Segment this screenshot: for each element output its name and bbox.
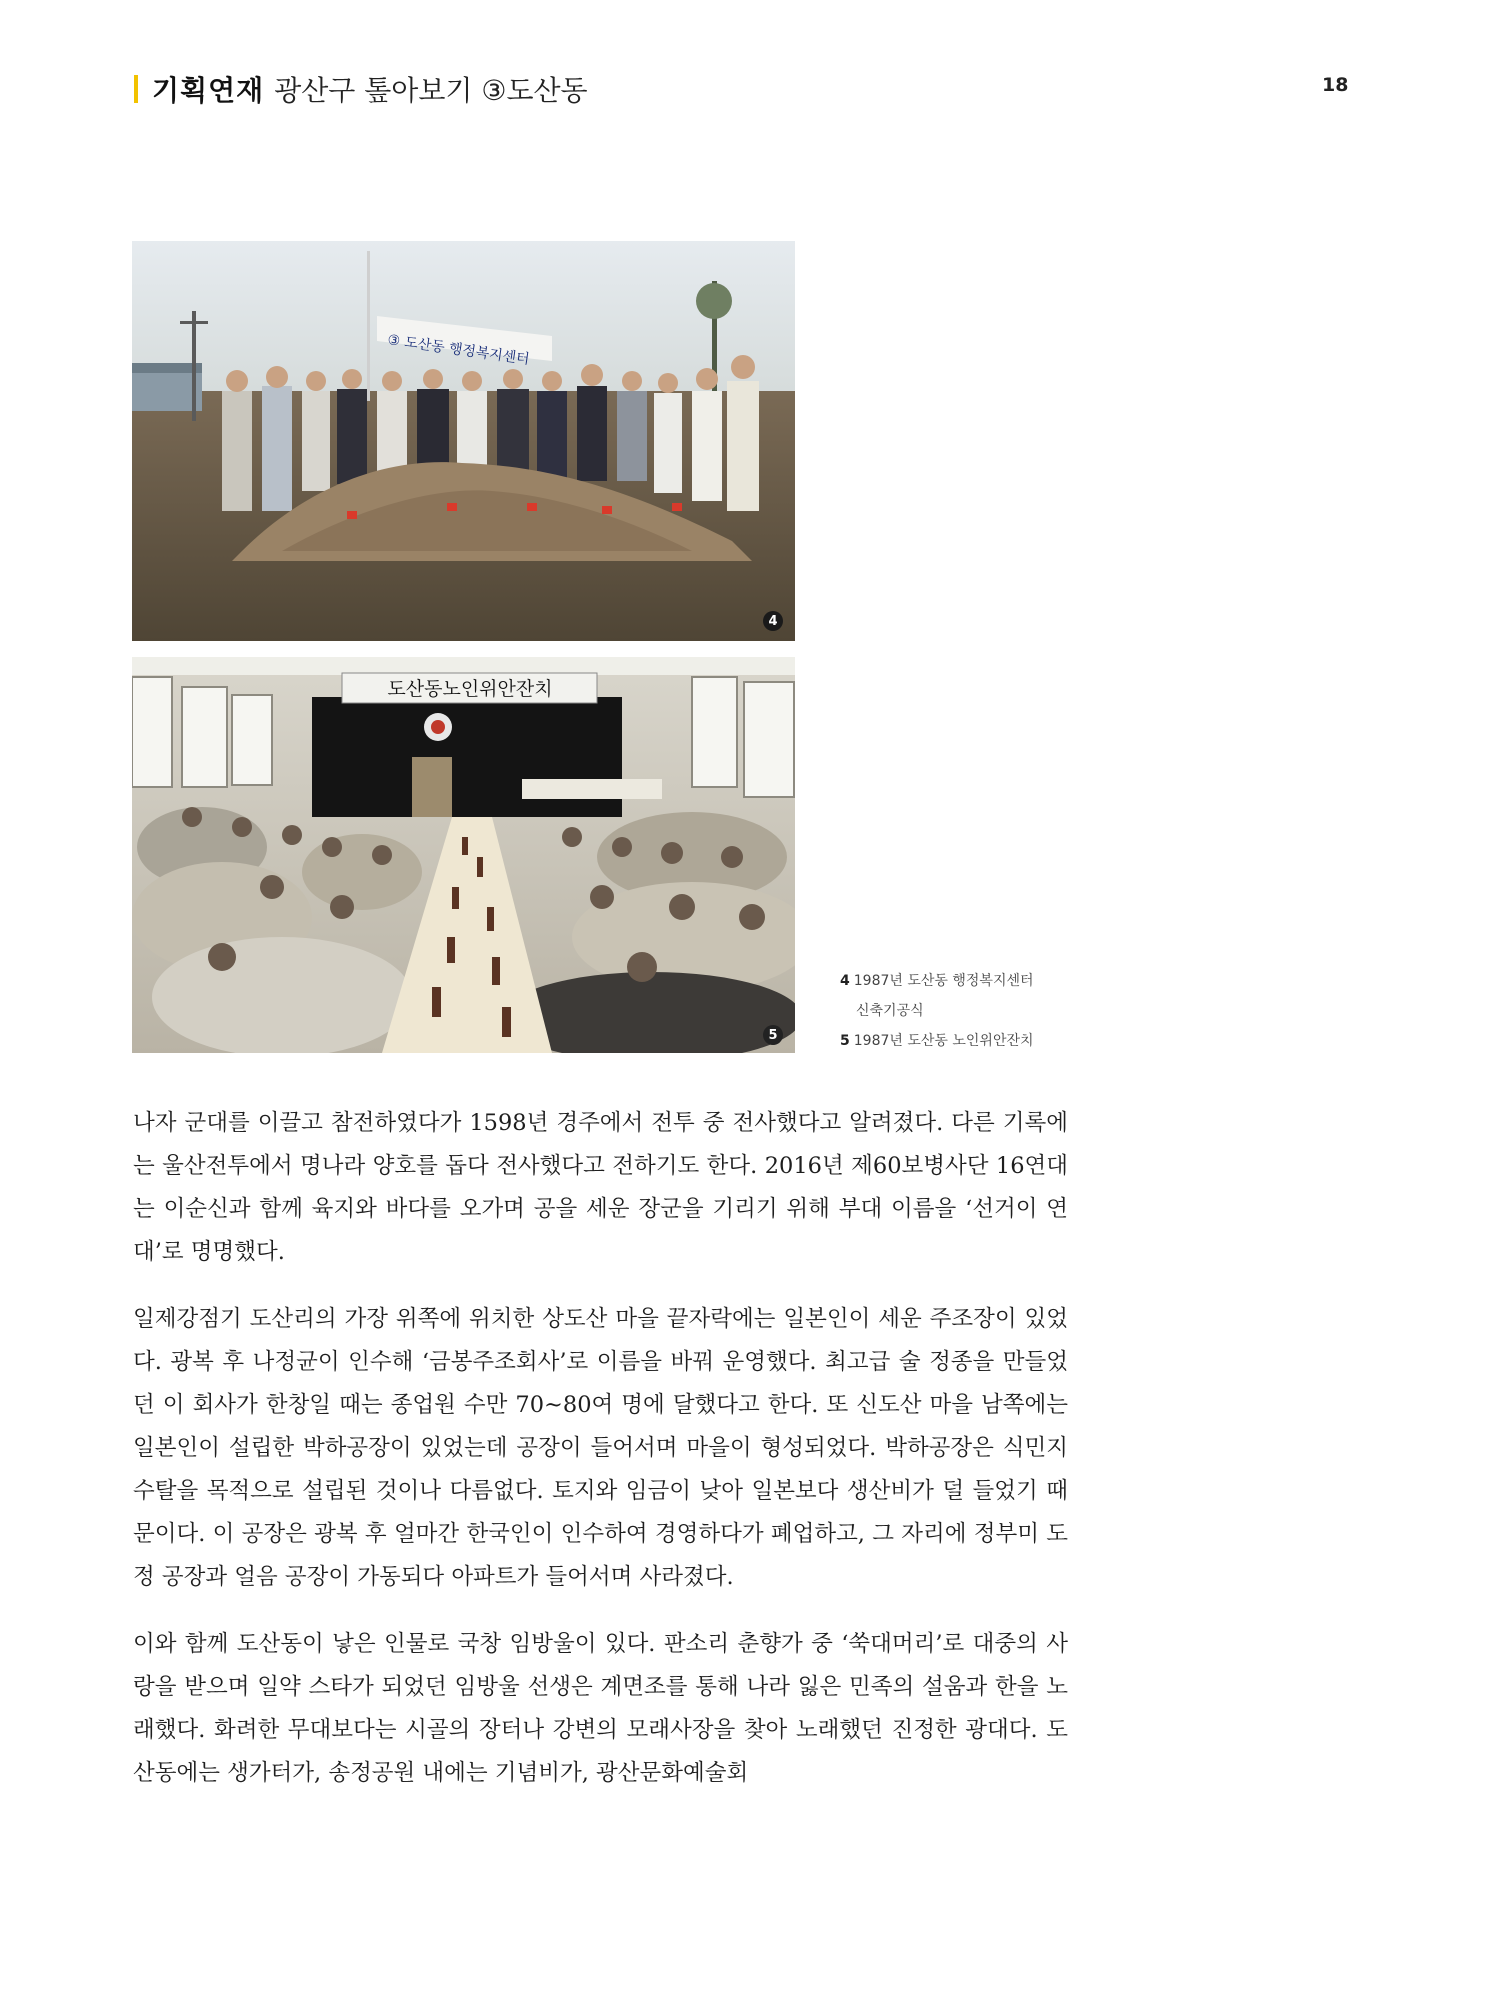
series-label: 기획연재	[152, 74, 265, 107]
header-accent-bar	[134, 75, 138, 103]
caption-4	[840, 966, 1100, 996]
photo-number-badge: 4	[763, 611, 783, 631]
page-header	[134, 70, 588, 108]
body-paragraph-3: 이와 함께 도산동이 낳은 인물로 국창 임방울이 있다. 판소리 춘향가 중 ‘쑥대머리’로 대중의 사랑을 받으며 일약 스타가 되었던 임방울 선생은 계면조를 통해 나라 잃은 민족의 설움과 한을 노래했다. 화려한 무대보다는 시골의 장터나 강변의 모래사장을 찾아 노래했던 진정한 광대다. 도산동에는 생가터가, 송정공원 내에는 기념비가, 광산문화예술회	[133, 1631, 1068, 1786]
stage-banner-text: 도산동노인위안잔치	[387, 678, 553, 700]
caption-number: 5	[840, 1033, 850, 1049]
body-paragraph-2: 일제강점기 도산리의 가장 위쪽에 위치한 상도산 마을 끝자락에는 일본인이 세운 주조장이 있었다. 광복 후 나정균이 인수해 ‘금봉주조회사’로 이름을 바꿔 운영했다. 최고급 술 정종을 만들었던 이 회사가 한창일 때는 종업원 수만 70~80여 명에 달했다고 한다. 또 신도산 마을 남쪽에는 일본인이 설립한 박하공장이 있었는데 공장이 들어서며 마을이 형성되었다. 박하공장은 식민지 수탈을 목적으로 설립된 것이나 다름없다. 토지와 임금이 낮아 일본보다 생산비가 덜 들었기 때문이다. 이 공장은 광복 후 얼마간 한국인이 인수하여 경영하다가 폐업하고, 그 자리에 정부미 도정 공장과 얼음 공장이 가동되다 아파트가 들어서며 사라졌다.	[133, 1306, 1068, 1590]
page-number: 18	[1322, 74, 1349, 96]
caption-text: 1987년 도산동 노인위안잔치	[853, 1033, 1034, 1049]
caption-5	[840, 1026, 1100, 1056]
caption-number: 4	[840, 973, 850, 989]
article-body	[133, 1102, 1068, 1819]
article-title: 광산구 톺아보기 ③도산동	[274, 74, 588, 107]
caption-text: 1987년 도산동 행정복지센터	[853, 973, 1034, 989]
photo-groundbreaking	[132, 241, 795, 641]
photo-captions	[840, 966, 1100, 1056]
banner-text: ③ 도산동 행정복지센터	[386, 332, 531, 368]
caption-4-continued: 신축기공식	[856, 1003, 924, 1019]
body-paragraph-1: 나자 군대를 이끌고 참전하였다가 1598년 경주에서 전투 중 전사했다고 알려졌다. 다른 기록에는 울산전투에서 명나라 양호를 돕다 전사했다고 전하기도 한다. 2016년 제60보병사단 16연대는 이순신과 함께 육지와 바다를 오가며 공을 세운 장군을 기리기 위해 부대 이름을 ‘선거이 연대’로 명명했다.	[133, 1110, 1068, 1265]
banquet-illustration	[132, 657, 795, 1053]
groundbreaking-illustration	[132, 241, 795, 641]
photo-elderly-banquet	[132, 657, 795, 1053]
photo-number-badge: 5	[763, 1025, 783, 1045]
